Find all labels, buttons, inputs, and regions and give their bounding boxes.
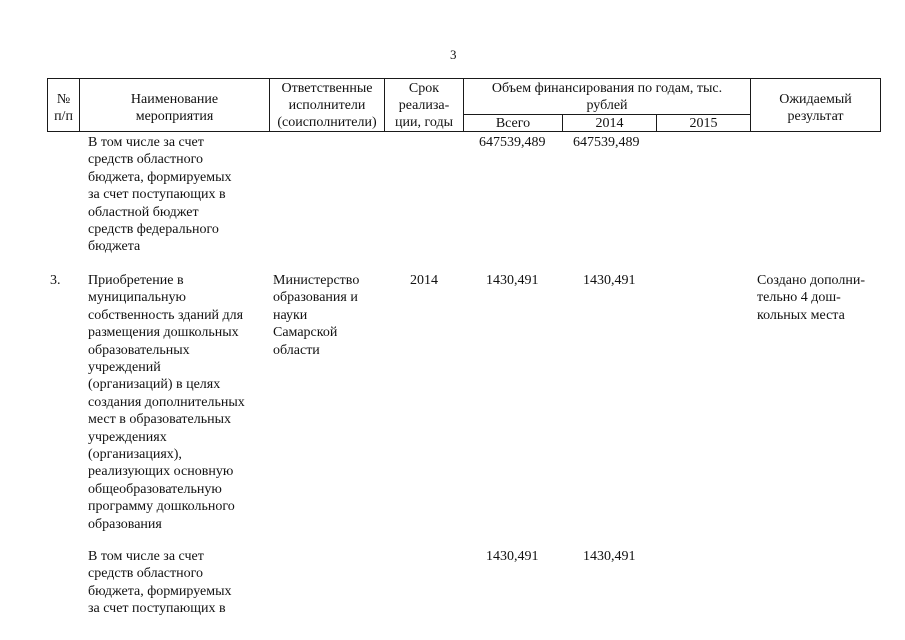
header-num: № п/п: [54, 92, 73, 124]
row1-total: 647539,489: [479, 135, 546, 150]
header-total: Всего: [495, 116, 531, 131]
header-name: Наименование мероприятия: [130, 92, 219, 124]
header-result: Ожидаемый результат: [779, 92, 852, 124]
row2-2014: 1430,491: [583, 273, 636, 288]
page-number: 3: [450, 47, 457, 62]
row3-total: 1430,491: [486, 549, 539, 564]
header-responsible: Ответственные исполнители (соисполнители): [277, 81, 377, 130]
row2-name: Приобретение в муниципальную собственность зданий для размещения дошкольных образовательных учреждений (организаций) в целях создания дополнительных мест в образовательных учреждениях (организациях), реализующих основную общеобразовательную программу дошкольного образования: [88, 273, 245, 532]
row2-result: Создано дополни- тельно 4 дош- кольных места: [757, 273, 866, 323]
row2-responsible: Министерство образования и науки Самарской области: [273, 273, 360, 358]
header-term: Срок реализа- ции, годы: [395, 81, 453, 130]
row1-name: В том числе за счет средств областного бюджета, формируемых за счет поступающих в областной бюджет средств федерального бюджета: [88, 135, 232, 255]
header-year-2014: 2014: [595, 116, 624, 131]
row2-term: 2014: [410, 273, 438, 288]
header-funding: Объем финансирования по годам, тыс. рублей: [491, 81, 723, 113]
row1-2014: 647539,489: [573, 135, 640, 150]
row2-num: 3.: [50, 273, 61, 288]
header-year-2015: 2015: [689, 116, 718, 131]
row3-2014: 1430,491: [583, 549, 636, 564]
row2-total: 1430,491: [486, 273, 539, 288]
row3-name: В том числе за счет средств областного бюджета, формируемых за счет поступающих в: [88, 549, 232, 617]
